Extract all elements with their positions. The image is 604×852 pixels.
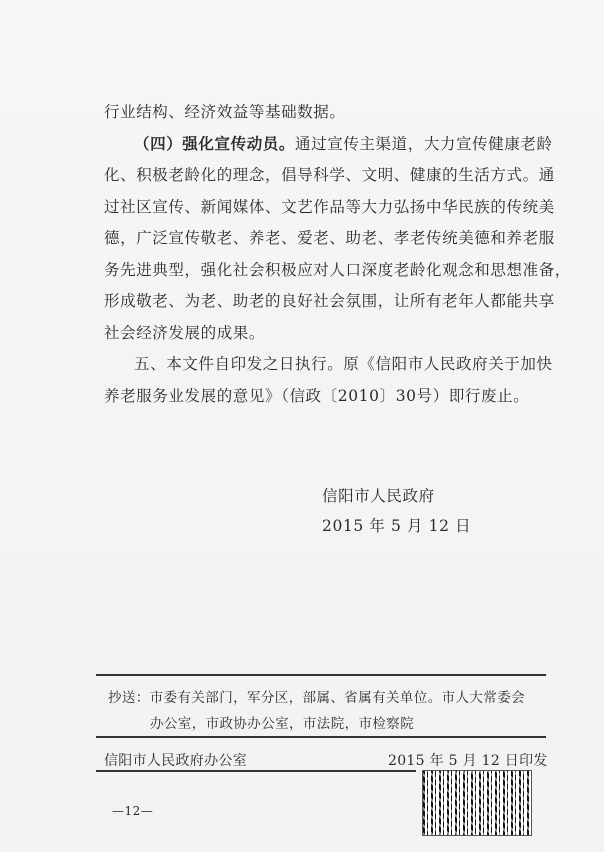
page-number: —12— (112, 804, 154, 818)
body-line: 养老服务业发展的意见》（信政〔2010〕30号）即行废止。 (104, 387, 530, 405)
cc-line: 办公室，市政协办公室，市法院，市检察院 (150, 716, 415, 732)
issuing-office: 信阳市人民政府办公室 (104, 753, 247, 769)
body-line: 务先进典型，强化社会积极应对人口深度老龄化观念和思想准备， (104, 261, 571, 279)
body-line: 形成敬老、为老、助老的良好社会氛围，让所有老年人都能共享 (104, 292, 555, 310)
cc-top-rule (96, 674, 546, 676)
signature-issuer: 信阳市人民政府 (322, 487, 435, 505)
footer-rule (96, 770, 416, 772)
paragraph-four-heading: （四）强化宣传动员。 (134, 134, 296, 153)
body-line: 过社区宣传、新闻媒体、文艺作品等大力弘扬中华民族的传统美 (104, 198, 555, 216)
print-date: 2015 年 5 月 12 日印发 (388, 753, 548, 769)
body-line: 化、积极老龄化的理念，倡导科学、文明、健康的生活方式。通 (104, 166, 555, 184)
cc-line: 抄送：市委有关部门，军分区，部属、省属有关单位。市人大常委会 (108, 690, 525, 706)
cc-bottom-rule (96, 736, 546, 738)
paragraph-five-first-line: 五、本文件自印发之日执行。原《信阳市人民政府关于加快 (134, 355, 553, 373)
paragraph-four-first-line (134, 134, 553, 154)
signature-date: 2015 年 5 月 12 日 (322, 517, 472, 535)
barcode-icon (422, 770, 532, 836)
body-line: 德，广泛宣传敬老、养老、爱老、助老、孝老传统美德和养老服 (104, 229, 555, 247)
body-line: 社会经济发展的成果。 (104, 324, 266, 342)
body-line: 行业结构、经济效益等基础数据。 (104, 103, 346, 121)
paragraph-four-text: 通过宣传主渠道，大力宣传健康老龄 (295, 135, 553, 153)
